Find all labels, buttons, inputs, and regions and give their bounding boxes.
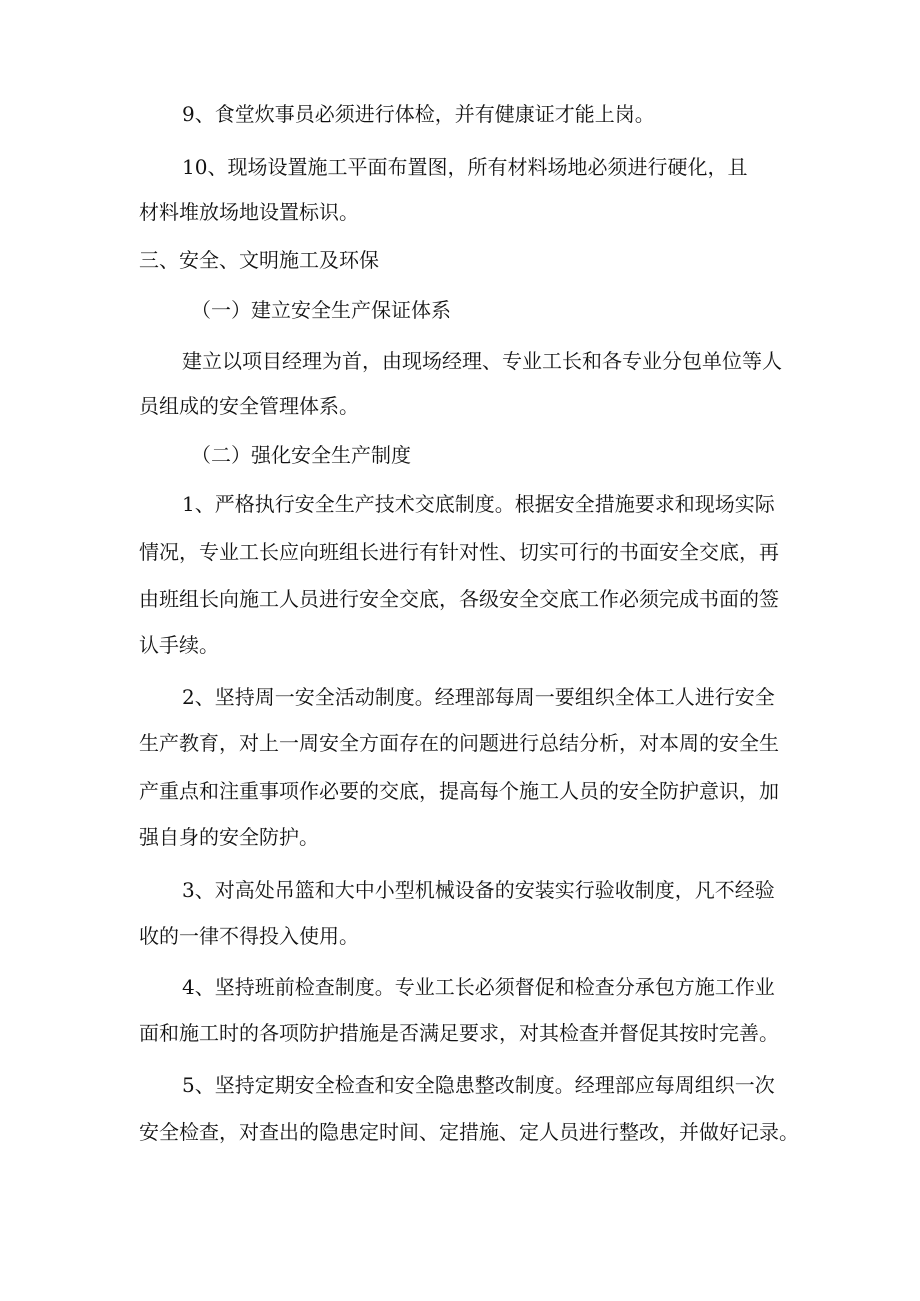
item-4-line-2: 面和施工时的各项防护措施是否满足要求，对其检查并督促其按时完善。 — [139, 1021, 779, 1045]
subsection-1-heading: （一）建立安全生产保证体系 — [191, 298, 451, 322]
item-5-line-2: 安全检查，对查出的隐患定时间、定措施、定人员进行整改，并做好记录。 — [139, 1120, 799, 1144]
item-5-line-1: 5、坚持定期安全检查和安全隐患整改制度。经理部应每周组织一次 — [182, 1073, 775, 1097]
item-4-line-1: 4、坚持班前检查制度。专业工长必须督促和检查分承包方施工作业 — [182, 975, 775, 999]
item-2-line-2: 生产教育，对上一周安全方面存在的问题进行总结分析，对本周的安全生 — [139, 731, 779, 755]
item-3-line-2: 收的一律不得投入使用。 — [139, 924, 359, 948]
subsection-1-para-line-1: 建立以项目经理为首，由现场经理、专业工长和各专业分包单位等人 — [182, 349, 782, 373]
item-10-line-1: 10、现场设置施工平面布置图，所有材料场地必须进行硬化，且 — [182, 155, 748, 179]
item-2-line-4: 强自身的安全防护。 — [139, 825, 319, 849]
item-1-line-3: 由班组长向施工人员进行安全交底，各级安全交底工作必须完成书面的签 — [139, 587, 779, 611]
item-1-line-2: 情况，专业工长应向班组长进行有针对性、切实可行的书面安全交底，再 — [139, 540, 779, 564]
subsection-2-heading: （二）强化安全生产制度 — [191, 443, 411, 467]
item-10-line-2: 材料堆放场地设置标识。 — [139, 200, 359, 224]
item-1-line-4: 认手续。 — [139, 633, 219, 657]
subsection-1-para-line-2: 员组成的安全管理体系。 — [139, 394, 359, 418]
item-3-line-1: 3、对高处吊篮和大中小型机械设备的安装实行验收制度，凡不经验 — [182, 878, 775, 902]
item-2-line-1: 2、坚持周一安全活动制度。经理部每周一要组织全体工人进行安全 — [182, 685, 775, 709]
item-9-line-1: 9、食堂炊事员必须进行体检，并有健康证才能上岗。 — [182, 102, 655, 126]
section-3-heading: 三、安全、文明施工及环保 — [139, 248, 379, 272]
item-2-line-3: 产重点和注重事项作必要的交底，提高每个施工人员的安全防护意识，加 — [139, 779, 779, 803]
item-1-line-1: 1、严格执行安全生产技术交底制度。根据安全措施要求和现场实际 — [182, 492, 775, 516]
